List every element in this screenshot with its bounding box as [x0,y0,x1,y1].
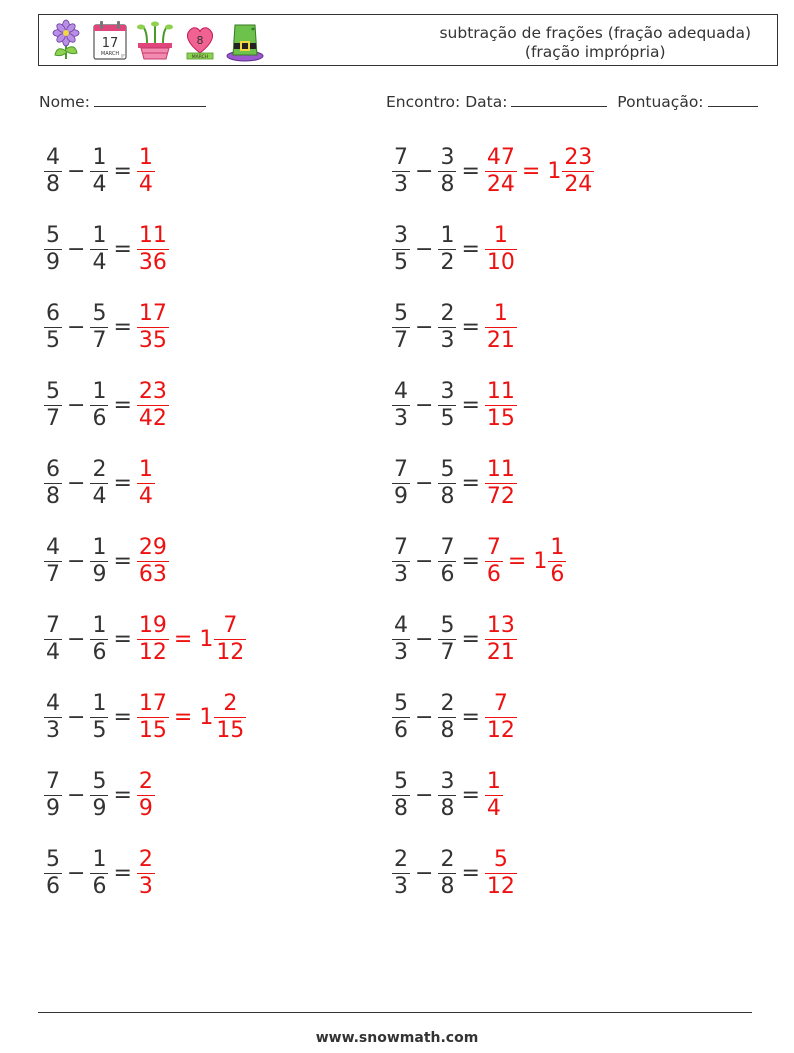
subtrahend-numerator: 2 [440,690,455,716]
minuend-numerator: 5 [394,768,408,794]
problem-item [392,141,594,201]
minus-sign: − [415,470,434,496]
heart-month: MARCH [191,55,209,60]
worksheet-title [439,24,751,62]
subtrahend-denominator: 6 [440,561,455,587]
minuend-numerator: 7 [46,768,60,794]
answer-numerator: 1 [486,768,501,794]
equals-sign: = [461,314,480,340]
answer-denominator: 4 [486,795,501,821]
equals-sign: = [113,314,132,340]
minuend-denominator: 3 [394,405,408,431]
minus-sign: − [415,158,434,184]
minuend-fraction [392,535,410,588]
minuend-numerator: 5 [46,378,60,404]
subtrahend-denominator: 8 [440,171,455,197]
problem-item [44,297,169,357]
minuend-denominator: 6 [394,717,408,743]
equals-sign: = [113,158,132,184]
mixed-equals-sign: = [521,158,541,184]
minus-sign: − [415,782,434,808]
answer-numerator: 17 [138,690,167,716]
answer-denominator: 21 [486,639,515,665]
answer-fraction [485,691,517,744]
problem-item [392,531,566,591]
minuend-fraction [44,301,62,354]
answer-fraction [137,535,169,588]
minuend-numerator: 6 [46,456,60,482]
problem-item [392,765,503,825]
problem-item [392,219,517,279]
equals-sign: = [113,392,132,418]
equals-sign: = [461,626,480,652]
minuend-denominator: 3 [394,639,408,665]
minuend-numerator: 5 [394,690,408,716]
answer-denominator: 36 [138,249,167,275]
subtrahend-fraction [90,535,108,588]
answer-numerator: 5 [493,846,508,872]
minuend-denominator: 9 [394,483,408,509]
minuend-denominator: 7 [46,405,60,431]
heart-day: 8 [196,34,204,47]
subtrahend-fraction [90,613,108,666]
subtrahend-numerator: 1 [92,612,107,638]
subtrahend-fraction [438,691,456,744]
mixed-whole-number: 1 [199,704,214,730]
problem-item [392,687,517,747]
minus-sign: − [415,626,434,652]
answer-numerator: 1 [493,222,508,248]
subtrahend-denominator: 8 [440,873,455,899]
problem-item [44,765,155,825]
subtrahend-fraction [90,301,108,354]
score-blank[interactable] [708,92,758,107]
subtrahend-numerator: 7 [440,534,455,560]
problem-item [44,531,169,591]
subtrahend-numerator: 1 [92,690,107,716]
minuend-fraction [44,847,62,900]
minuend-fraction [392,769,410,822]
answer-denominator: 35 [138,327,167,353]
name-blank[interactable] [94,92,206,107]
mixed-whole-number: 1 [199,626,214,652]
flower-icon [47,19,85,63]
minuend-numerator: 6 [46,300,60,326]
subtrahend-numerator: 5 [92,768,107,794]
problem-item [392,609,517,669]
equals-sign: = [113,236,132,262]
equals-sign: = [113,626,132,652]
minus-sign: − [415,548,434,574]
footer-divider [38,1012,752,1013]
answer-fraction [485,535,503,588]
answer-numerator: 47 [486,144,515,170]
answer-fraction [137,847,155,900]
title-line-2: (fração imprópria) [524,43,666,61]
minuend-numerator: 4 [394,612,408,638]
minuend-numerator: 7 [394,144,408,170]
subtrahend-numerator: 2 [92,456,107,482]
mixed-fraction [214,691,246,744]
name-field [39,92,206,111]
equals-sign: = [461,470,480,496]
subtrahend-denominator: 4 [92,249,107,275]
minuend-fraction [392,145,410,198]
minuend-fraction [44,145,62,198]
minus-sign: − [67,782,86,808]
subtrahend-denominator: 5 [440,405,455,431]
minus-sign: − [67,470,86,496]
subtrahend-fraction [438,457,456,510]
minus-sign: − [67,860,86,886]
minuend-fraction [392,379,410,432]
encounter-label: Encontro: [386,93,461,111]
equals-sign: = [461,704,480,730]
minuend-denominator: 9 [46,795,60,821]
subtrahend-denominator: 8 [440,717,455,743]
answer-fraction [485,379,517,432]
mixed-fraction [214,613,246,666]
minuend-numerator: 5 [46,222,60,248]
answer-fraction [137,379,169,432]
answer-denominator: 3 [138,873,153,899]
answer-denominator: 12 [486,873,515,899]
score-label: Pontuação: [617,93,704,111]
problem-item [44,843,155,903]
answer-numerator: 19 [138,612,167,638]
subtrahend-fraction [438,535,456,588]
calendar-month: MARCH [100,51,120,57]
answer-numerator: 17 [138,300,167,326]
equals-sign: = [461,158,480,184]
answer-denominator: 12 [486,717,515,743]
minuend-denominator: 3 [46,717,60,743]
subtrahend-fraction [438,379,456,432]
answer-fraction [137,613,169,666]
date-label: Data: [465,93,508,111]
answer-denominator: 42 [138,405,167,431]
subtrahend-numerator: 5 [440,612,455,638]
subtrahend-fraction [90,769,108,822]
minuend-fraction [392,223,410,276]
minus-sign: − [67,158,86,184]
heart-calendar-icon [181,19,219,63]
answer-fraction [485,847,517,900]
minuend-numerator: 7 [394,534,408,560]
equals-sign: = [113,704,132,730]
worksheet-header [38,14,778,66]
subtrahend-fraction [90,379,108,432]
minuend-numerator: 4 [46,690,60,716]
minuend-fraction [392,301,410,354]
problem-item [44,687,246,747]
answer-fraction [485,145,517,198]
subtrahend-numerator: 1 [92,222,107,248]
minuend-numerator: 5 [394,300,408,326]
subtrahend-denominator: 2 [440,249,455,275]
answer-fraction [485,457,517,510]
subtrahend-denominator: 6 [92,639,107,665]
mixed-denominator: 12 [216,639,245,665]
minuend-denominator: 7 [46,561,60,587]
answer-denominator: 6 [486,561,501,587]
subtrahend-numerator: 3 [440,378,455,404]
answer-fraction [485,223,517,276]
minuend-fraction [44,769,62,822]
subtrahend-numerator: 1 [92,534,107,560]
leprechaun-hat-icon [225,19,265,63]
subtrahend-numerator: 2 [440,300,455,326]
answer-denominator: 4 [138,171,153,197]
subtrahend-denominator: 9 [92,795,107,821]
minus-sign: − [67,314,86,340]
minus-sign: − [67,626,86,652]
subtrahend-denominator: 3 [440,327,455,353]
answer-denominator: 9 [138,795,153,821]
subtrahend-denominator: 4 [92,483,107,509]
equals-sign: = [113,470,132,496]
minus-sign: − [67,236,86,262]
subtrahend-denominator: 6 [92,405,107,431]
minuend-numerator: 5 [46,846,60,872]
subtrahend-denominator: 9 [92,561,107,587]
subtrahend-fraction [438,847,456,900]
minuend-fraction [392,613,410,666]
problem-item [392,297,517,357]
mixed-denominator: 15 [216,717,245,743]
minuend-numerator: 7 [46,612,60,638]
minuend-fraction [44,457,62,510]
footer-website: www.snowmath.com [315,1030,479,1046]
mixed-equals-sign: = [173,626,193,652]
minuend-numerator: 7 [394,456,408,482]
answer-fraction [137,145,155,198]
answer-fraction [137,769,155,822]
minuend-fraction [392,847,410,900]
answer-numerator: 23 [138,378,167,404]
answer-fraction [137,691,169,744]
answer-denominator: 12 [138,639,167,665]
encounter-fields [386,92,758,111]
answer-fraction [137,301,169,354]
subtrahend-numerator: 5 [440,456,455,482]
subtrahend-denominator: 6 [92,873,107,899]
minuend-denominator: 8 [394,795,408,821]
subtrahend-fraction [438,145,456,198]
mixed-numerator: 1 [550,534,565,560]
minuend-denominator: 8 [46,483,60,509]
subtrahend-denominator: 7 [92,327,107,353]
subtrahend-fraction [438,613,456,666]
answer-denominator: 15 [486,405,515,431]
subtrahend-fraction [90,145,108,198]
minuend-denominator: 5 [46,327,60,353]
subtrahend-numerator: 1 [440,222,455,248]
minuend-denominator: 3 [394,171,408,197]
minus-sign: − [415,704,434,730]
problem-item [392,843,517,903]
equals-sign: = [461,392,480,418]
equals-sign: = [113,860,132,886]
equals-sign: = [461,236,480,262]
problem-item [392,375,517,435]
subtrahend-denominator: 5 [92,717,107,743]
minuend-numerator: 3 [394,222,408,248]
subtrahend-denominator: 7 [440,639,455,665]
problem-item [44,141,155,201]
subtrahend-fraction [90,847,108,900]
header-icons [47,19,265,63]
mixed-denominator: 24 [564,171,593,197]
calendar-day: 17 [101,36,119,51]
answer-numerator: 13 [486,612,515,638]
mixed-fraction [562,145,594,198]
subtrahend-fraction [90,457,108,510]
answer-numerator: 29 [138,534,167,560]
equals-sign: = [461,548,480,574]
answer-denominator: 24 [486,171,515,197]
mixed-numerator: 23 [564,144,593,170]
subtrahend-denominator: 4 [92,171,107,197]
minuend-fraction [44,535,62,588]
subtrahend-numerator: 1 [92,144,107,170]
minuend-denominator: 4 [46,639,60,665]
answer-numerator: 11 [138,222,167,248]
equals-sign: = [461,860,480,886]
subtrahend-numerator: 3 [440,144,455,170]
minus-sign: − [415,392,434,418]
minuend-fraction [44,379,62,432]
mixed-equals-sign: = [173,704,193,730]
subtrahend-numerator: 1 [92,846,107,872]
minuend-numerator: 2 [394,846,408,872]
problem-item [44,609,246,669]
minus-sign: − [67,704,86,730]
minuend-denominator: 5 [394,249,408,275]
mixed-whole-number: 1 [533,548,548,574]
answer-numerator: 11 [486,378,515,404]
answer-numerator: 1 [138,144,153,170]
problem-item [44,453,155,513]
minuend-numerator: 4 [46,534,60,560]
calendar-icon [91,19,129,63]
name-label: Nome: [39,93,90,111]
equals-sign: = [113,548,132,574]
equals-sign: = [461,782,480,808]
subtrahend-denominator: 8 [440,483,455,509]
problem-item [44,375,169,435]
problem-item [392,453,517,513]
minuend-fraction [392,691,410,744]
answer-denominator: 10 [486,249,515,275]
subtrahend-fraction [438,769,456,822]
answer-numerator: 11 [486,456,515,482]
subtrahend-numerator: 2 [440,846,455,872]
minuend-fraction [44,691,62,744]
subtrahend-denominator: 8 [440,795,455,821]
answer-numerator: 7 [486,534,501,560]
date-blank[interactable] [511,92,607,107]
equals-sign: = [113,782,132,808]
minuend-numerator: 4 [46,144,60,170]
answer-numerator: 7 [493,690,508,716]
mixed-denominator: 6 [550,561,565,587]
minuend-numerator: 4 [394,378,408,404]
subtrahend-numerator: 5 [92,300,107,326]
answer-numerator: 2 [138,846,153,872]
answer-denominator: 15 [138,717,167,743]
mixed-numerator: 2 [223,690,238,716]
problem-item [44,219,169,279]
minuend-denominator: 3 [394,873,408,899]
mixed-fraction [548,535,566,588]
minuend-denominator: 8 [46,171,60,197]
answer-fraction [485,301,517,354]
subtrahend-fraction [90,691,108,744]
subtrahend-fraction [438,223,456,276]
minuend-denominator: 3 [394,561,408,587]
answer-denominator: 21 [486,327,515,353]
minus-sign: − [67,392,86,418]
minuend-fraction [44,223,62,276]
mixed-numerator: 7 [223,612,238,638]
answer-fraction [137,223,169,276]
answer-numerator: 2 [138,768,153,794]
minuend-fraction [44,613,62,666]
title-line-1: subtração de frações (fração adequada) [439,24,751,42]
answer-fraction [485,613,517,666]
answer-numerator: 1 [138,456,153,482]
answer-denominator: 63 [138,561,167,587]
mixed-whole-number: 1 [547,158,562,184]
subtrahend-fraction [90,223,108,276]
plant-pot-icon [135,19,175,63]
minus-sign: − [415,860,434,886]
answer-fraction [137,457,155,510]
subtrahend-fraction [438,301,456,354]
minus-sign: − [67,548,86,574]
minuend-denominator: 9 [46,249,60,275]
answer-denominator: 4 [138,483,153,509]
subtrahend-numerator: 1 [92,378,107,404]
minuend-denominator: 6 [46,873,60,899]
subtrahend-numerator: 3 [440,768,455,794]
answer-denominator: 72 [486,483,515,509]
minus-sign: − [415,236,434,262]
minus-sign: − [415,314,434,340]
answer-numerator: 1 [493,300,508,326]
mixed-equals-sign: = [507,548,527,574]
minuend-fraction [392,457,410,510]
minuend-denominator: 7 [394,327,408,353]
answer-fraction [485,769,503,822]
